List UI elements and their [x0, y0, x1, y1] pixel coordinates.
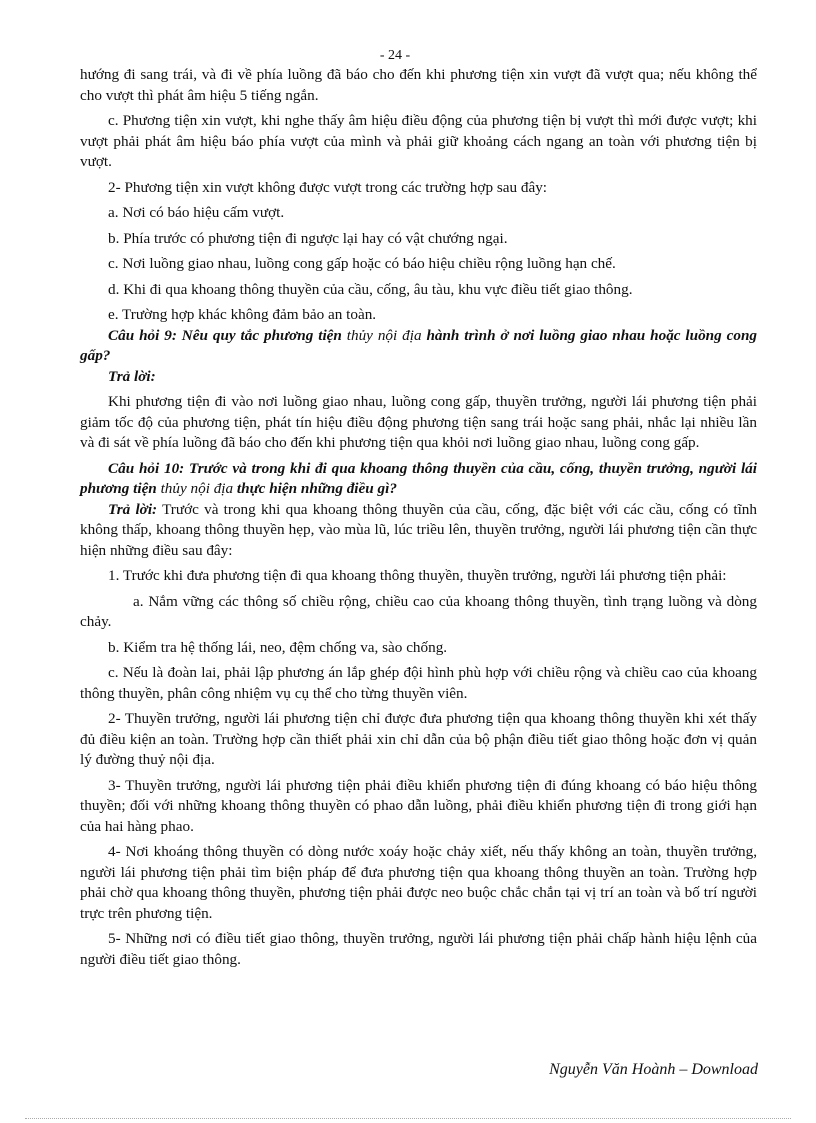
list-item: a. Nắm vững các thông số chiều rộng, chiều cao của khoang thông thuyền, tình trạng luồng và dòng chảy. — [80, 592, 757, 630]
answer-label: Trả lời: — [108, 367, 156, 385]
page-number: - 24 - — [379, 48, 411, 63]
list-item: e. Trường hợp khác không đảm bảo an toàn. — [108, 306, 377, 323]
paragraph: 1. Trước khi đưa phương tiện đi qua khoang thông thuyền, thuyền trưởng, người lái phương tiện phải: — [108, 567, 727, 584]
question-text: Câu hỏi 9: Nêu quy tắc phương tiện — [108, 326, 347, 344]
question-9-heading — [80, 326, 757, 367]
paragraph: 2- Thuyền trưởng, người lái phương tiện chỉ được đưa phương tiện qua khoang thông thuyền khi xét thấy đủ điều kiện an toàn. Trường hợp cần thiết phải xin chỉ dẫn của bộ phận điều tiết giao thông hoặc đơn vị quản lý đường thuỷ nội địa. — [80, 710, 757, 768]
paragraph: 2- Phương tiện xin vượt không được vượt trong các trường hợp sau đây: — [108, 178, 548, 196]
question-10-heading — [80, 459, 757, 500]
answer-paragraph — [80, 500, 757, 562]
list-item: b. Kiểm tra hệ thống lái, neo, đệm chống va, sào chống. — [108, 638, 448, 656]
list-item: b. Phía trước có phương tiện đi ngược lại hay có vật chướng ngại. — [108, 229, 508, 247]
paragraph: 3- Thuyền trưởng, người lái phương tiện phải điều khiển phương tiện đi đúng khoang có báo hiệu thông thuyền; đối với những khoang thông thuyền có phao dẫn luồng, phải điều khiển phương tiện đi trong giới hạn của hai hàng phao. — [80, 776, 757, 835]
question-text: hành trình ở nơi luồng giao nhau hoặc luồng cong gấp? — [80, 326, 758, 364]
list-item: c. Nơi luồng giao nhau, luồng cong gấp hoặc có báo hiệu chiều rộng luồng hạn chế. — [108, 255, 616, 272]
page-bottom-divider — [25, 1118, 791, 1119]
answer-label: Trả lời: — [108, 500, 158, 518]
list-item: c. Nếu là đoàn lai, phải lập phương án lắp ghép đội hình phù hợp với chiều rộng và chiều cao của khoang thông thuyền, phân công nhiệm vụ cụ thể cho từng thuyền viên. — [80, 664, 757, 702]
answer-paragraph: Khi phương tiện đi vào nơi luồng giao nhau, luồng cong gấp, thuyền trưởng, người lái phương tiện phải giảm tốc độ của phương tiện, phát tín hiệu điều động phương tiện sang trái hoặc sang phải, nhắc lại nhiều lần và đi sát về phía luồng đã báo cho đến khi phương tiện qua khỏi nơi luồng giao nhau, luồng cong gấp. — [80, 393, 757, 451]
question-text-emphasis: thủy nội địa — [160, 480, 234, 497]
paragraph: 4- Nơi khoáng thông thuyền có dòng nước xoáy hoặc chảy xiết, nếu thấy không an toàn, thuyền trưởng, người lái phương tiện phải tìm biện pháp để đưa phương tiện qua khoang thông thuyền an toàn. Trường hợp phải chờ qua khoang thông thuyền, phương tiện phải được neo buộc chắc chắn tại vị trí an toàn và bố trí người trực trên phương tiện. — [80, 843, 757, 922]
question-text: thực hiện những điều gì? — [233, 480, 397, 497]
paragraph: hướng đi sang trái, và đi về phía luồng đã báo cho đến khi phương tiện xin vượt đã vượt qua; nếu không thể cho vượt thì phát âm hiệu 5 tiếng ngắn. — [80, 66, 757, 104]
paragraph: 5- Những nơi có điều tiết giao thông, thuyền trưởng, người lái phương tiện phải chấp hành hiệu lệnh của người điều tiết giao thông. — [80, 930, 757, 968]
document-body — [80, 65, 757, 970]
answer-text: Trước và trong khi qua khoang thông thuyền của cầu, cống, đặc biệt với các cầu, cống có tĩnh không thấp, khoang thông thuyền hẹp, vào mùa lũ, lúc triều lên, thuyền trưởng, người lái phương tiện cần thực hiện những điều sau đây: — [80, 500, 757, 559]
paragraph: c. Phương tiện xin vượt, khi nghe thấy âm hiệu điều động của phương tiện bị vượt thì mới được vượt; khi vượt phải phát âm hiệu báo phía vượt của mình và phải giữ khoảng cách ngang an toàn với phương tiện bị vượt. — [80, 112, 757, 170]
list-item: a. Nơi có báo hiệu cấm vượt. — [108, 204, 285, 221]
question-text-emphasis: thủy nội địa — [346, 326, 422, 344]
list-item: d. Khi đi qua khoang thông thuyền của cầu, cống, âu tàu, khu vực điều tiết giao thông. — [108, 280, 633, 298]
question-text: Câu hỏi 10: Trước và trong khi đi qua khoang thông thuyền của cầu, cống, thuyền trưởng, người lái phương tiện — [80, 459, 757, 497]
footer-credit: Nguyễn Văn Hoành – Download — [549, 1061, 758, 1078]
